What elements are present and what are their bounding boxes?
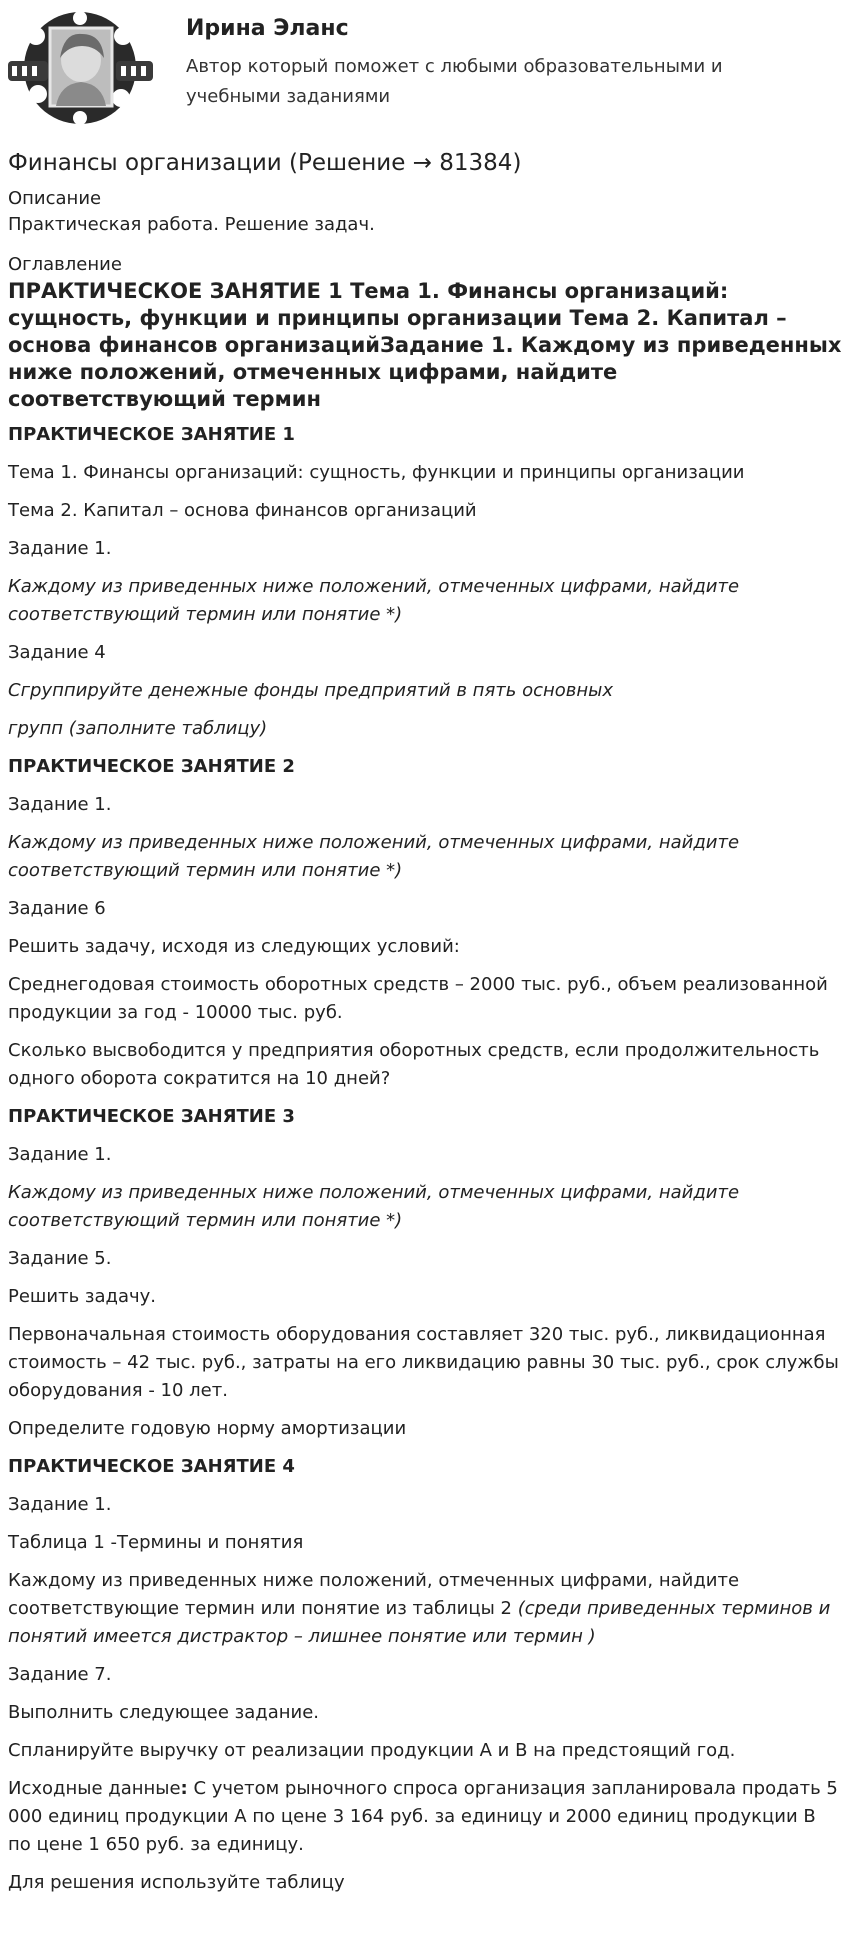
task-text: Таблица 1 -Термины и понятия [8,1532,304,1553]
topic-line: Тема 1. Финансы организаций: сущность, функции и принципы организации [8,462,745,483]
task-label: Задание 6 [8,898,106,919]
film-reel-avatar-icon [8,6,153,131]
author-avatar[interactable] [8,6,153,131]
description-label: Описание [8,188,102,209]
task-text-part: С учетом рыночного спроса организация запланировала продать 5 000 единиц продукции А по цене 3 164 руб. за единицу и 2000 единиц продукции В по цене 1 650 руб. за единицу. [8,1778,838,1855]
task-text-part: Исходные данные [8,1778,181,1799]
task-text-part: Каждому из приведенных ниже положений, отмеченных цифрами, найдите соответствующие термин или понятие из таблицы 2 [8,1570,740,1619]
document-title: Финансы организации (Решение → 81384) [8,150,522,176]
task-label: Задание 7. [8,1664,112,1685]
task-label: Задание 1. [8,1494,112,1515]
task-text: групп (заполните таблицу) [8,718,268,739]
task-label: Задание 1. [8,794,112,815]
task-text: Сгруппируйте денежные фонды предприятий в пять основных [8,680,614,701]
task-text [8,1775,842,1859]
task-label: Задание 4 [8,642,106,663]
lesson-heading: ПРАКТИЧЕСКОЕ ЗАНЯТИЕ 4 [8,1456,295,1477]
author-description: Автор который поможет с любыми образовательными и учебными заданиями [186,56,723,107]
toc-label: Оглавление [8,254,122,275]
task-text: Решить задачу, исходя из следующих условий: [8,936,460,957]
task-text: Каждому из приведенных ниже положений, отмеченных цифрами, найдите соответствующий термин или понятие *) [8,1182,740,1231]
task-text: Решить задачу. [8,1286,156,1307]
task-text: Спланируйте выручку от реализации продукции А и В на предстоящий год. [8,1740,736,1761]
lesson-heading: ПРАКТИЧЕСКОЕ ЗАНЯТИЕ 2 [8,756,295,777]
task-text: Сколько высвободится у предприятия оборотных средств, если продолжительность одного оборота сократится на 10 дней? [8,1040,820,1089]
description-text: Практическая работа. Решение задач. [8,214,375,235]
author-name[interactable]: Ирина Эланс [186,16,349,41]
lesson-heading: ПРАКТИЧЕСКОЕ ЗАНЯТИЕ 3 [8,1106,295,1127]
task-text: Определите годовую норму амортизации [8,1418,407,1439]
task-text-bold: : [180,1778,188,1799]
task-text-italic: (среди приведенных терминов и понятий имеется дистрактор – лишнее понятие или термин ) [8,1598,831,1647]
task-label: Задание 1. [8,538,112,559]
topic-line: Тема 2. Капитал – основа финансов организаций [8,500,477,521]
task-text: Для решения используйте таблицу [8,1872,345,1893]
task-label: Задание 5. [8,1248,112,1269]
task-text: Первоначальная стоимость оборудования составляет 320 тыс. руб., ликвидационная стоимость – 42 тыс. руб., затраты на его ликвидацию равны 30 тыс. руб., срок службы оборудования - 10 лет. [8,1324,839,1401]
task-label: Задание 1. [8,1144,112,1165]
task-text: Выполнить следующее задание. [8,1702,320,1723]
task-text: Каждому из приведенных ниже положений, отмеченных цифрами, найдите соответствующий термин или понятие *) [8,832,740,881]
task-text [8,1567,842,1651]
toc-title: ПРАКТИЧЕСКОЕ ЗАНЯТИЕ 1 Тема 1. Финансы организаций: сущность, функции и принципы организации Тема 2. Капитал – основа финансов организацийЗадание 1. Каждому из приведенных ниже положений, отмеченных цифрами, найдите соответствующий термин [8,279,842,411]
author-card [8,6,838,131]
document-content [8,148,842,1907]
task-text: Каждому из приведенных ниже положений, отмеченных цифрами, найдите соответствующий термин или понятие *) [8,576,740,625]
lesson-heading: ПРАКТИЧЕСКОЕ ЗАНЯТИЕ 1 [8,424,295,445]
task-text: Среднегодовая стоимость оборотных средств – 2000 тыс. руб., объем реализованной продукции за год - 10000 тыс. руб. [8,974,828,1023]
